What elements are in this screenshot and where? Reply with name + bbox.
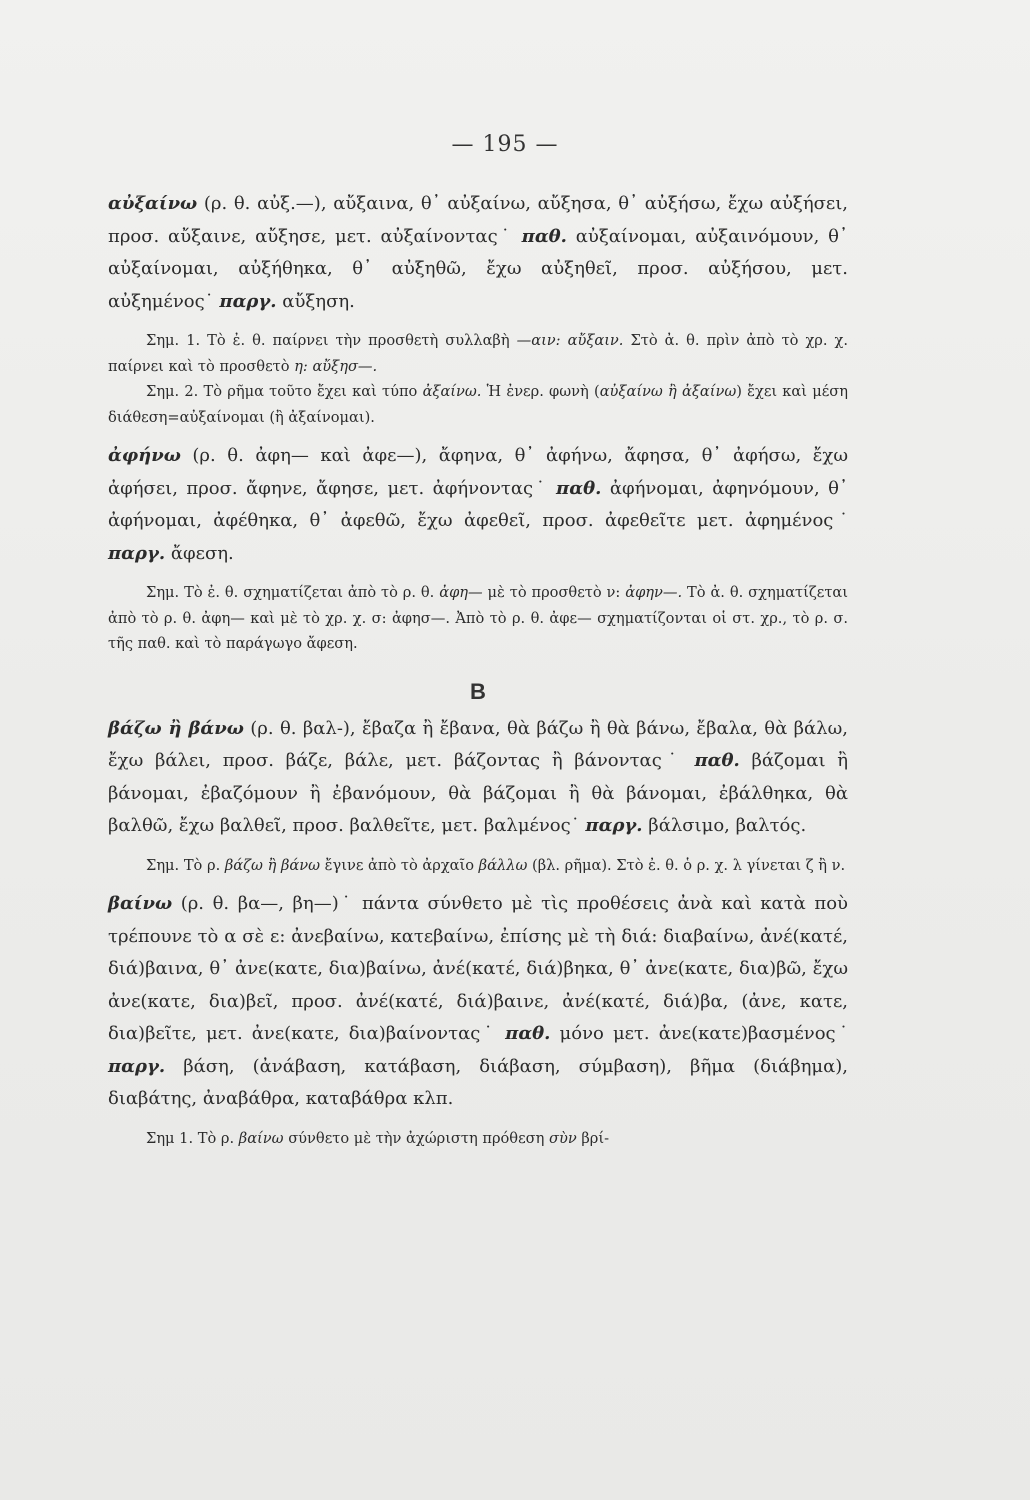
entry-text: βάση, (ἀνάβαση, κατάβαση, διάβαση, σύμβαση), βῆμα (διάβημα), διαβάτης, ἀναβάθρα, καταβάθρα κλπ.	[108, 1055, 848, 1109]
note-italic: βάζω ἢ βάνω	[224, 856, 321, 874]
entry-vaino	[108, 888, 848, 1116]
notes	[108, 580, 848, 657]
note	[108, 379, 848, 430]
note-text: Τὸ ἀ. θ. σχηματίζεται ἀπὸ τὸ ρ. θ. ἀφη— καὶ μὲ τὸ χρ. χ. σ: ἀφησ—. Ἀπὸ τὸ ρ. θ. ἀφε— σχηματίζονται οἱ στ. χρ., τὸ ρ. σ. τῆς παθ. καὶ τὸ παράγωγο ἄφεση.	[108, 584, 848, 652]
notes	[108, 328, 848, 430]
note-text: (βλ. ρῆμα). Στὸ ἐ. θ. ὁ ρ. χ. λ γίνεται ζ ἢ ν.	[527, 856, 846, 874]
note-italic: ἀφην—.	[625, 584, 683, 601]
page-number: — 195 —	[451, 132, 559, 157]
entry-vazo	[108, 713, 848, 843]
derivative-label: παργ.	[108, 542, 166, 564]
headword: ἀφήνω	[108, 445, 181, 466]
note-text: σύνθετο μὲ τὴν ἀχώριστη πρόθεση	[283, 1129, 550, 1147]
note	[108, 328, 848, 379]
entry-afxaino	[108, 188, 848, 318]
note-text: Σημ. 1. Τὸ ἐ. θ. παίρνει τὴν προσθετὴ συλλαβὴ	[146, 332, 517, 349]
note-text: βρί-	[576, 1129, 610, 1147]
note-text: Σημ. 2. Τὸ ρῆμα τοῦτο ἔχει καὶ τύπο	[146, 383, 423, 400]
passive-label: παθ.	[694, 750, 740, 771]
note	[108, 580, 848, 657]
passive-label: παθ.	[556, 477, 602, 499]
entry-text: αὐξαίνομαι, αὐξαινόμουν, θ᾽ αὐξαίνομαι, αὐξήθηκα, θ᾽ αὐξηθῶ, ἔχω αὐξηθεῖ, προσ. αὐξήσου, μετ. αὐξημένος˙	[108, 225, 848, 312]
note-italic: αὐξαίνω ἢ ἀξαίνω	[599, 383, 737, 400]
note-italic: —αιν: αὔξαιν.	[516, 332, 624, 349]
note-italic: βαίνω	[238, 1129, 284, 1147]
entry-text: (ρ. θ. βα—, βη—)˙ πάντα σύνθετο μὲ τὶς προθέσεις ἀνὰ καὶ κατὰ ποὺ τρέπουνε τὸ α σὲ ε: ἀνεβαίνω, κατεβαίνω, ἐπίσης μὲ τὴ διά: διαβαίνω, ἀνέ(κατέ, διά)βαινα, θ᾽ ἀνε(κατε, δια)βαίνω, ἀνέ(κατέ, διά)βηκα, θ᾽ ἀνε(κατε, δια)βῶ, ἔχω ἀνε(κατε, δια)βεῖ, προσ. ἀνέ(κατέ, διά)βαινε, ἀνέ(κατέ, διά)βα, (ἀνε, κατε, δια)βεῖτε, μετ. ἀνε(κατε, δια)βαίνοντας˙	[108, 893, 848, 1044]
page-content	[108, 188, 848, 1161]
entry-text: (ρ. θ. βαλ-), ἔβαζα ἢ ἔβανα, θὰ βάζω ἢ θὰ βάνω, ἔβαλα, θὰ βάλω, ἔχω βάλει, προσ. βάζε, βάλε, μετ. βάζοντας ἢ βάνοντας˙	[108, 717, 848, 771]
headword: βαίνω	[108, 893, 173, 914]
entry-text: (ρ. θ. ἀφη— καὶ ἀφε—), ἄφηνα, θ᾽ ἀφήνω, ἄφησα, θ᾽ ἀφήσω, ἔχω ἀφήσει, προσ. ἄφηνε, ἄφησε, μετ. ἀφήνοντας˙	[108, 445, 848, 499]
letter-heading: Β	[470, 678, 486, 704]
headword: αὐξαίνω	[108, 193, 198, 214]
derivative-label: παργ.	[585, 815, 643, 836]
entry-text: βάλσιμο, βαλτός.	[642, 815, 807, 836]
note-text: ) ἔχει καὶ μέση διάθεση=αὐξαίνομαι (ἢ ἀξαίνομαι).	[108, 383, 848, 426]
note	[108, 853, 848, 879]
note-text: Ἡ ἐνερ. φωνὴ (	[481, 383, 600, 400]
headword: βάζω ἢ βάνω	[108, 717, 244, 739]
note-italic: βάλλω	[478, 856, 528, 874]
entry-text: μόνο μετ. ἀνε(κατε)βασμένος˙	[550, 1023, 848, 1044]
entry-text: (ρ. θ. αὐξ.—), αὔξαινα, θ᾽ αὐξαίνω, αὔξησα, θ᾽ αὐξήσω, ἔχω αὐξήσει, προσ. αὔξαινε, αὔξησε, μετ. αὐξαίνοντας˙	[108, 193, 848, 247]
entry-text: ἄφεση.	[165, 542, 234, 564]
derivative-label: παργ.	[219, 290, 277, 312]
note-text: Σημ 1. Τὸ ρ.	[146, 1129, 239, 1147]
note-text: ἔγινε ἀπὸ τὸ ἀρχαῖο	[320, 856, 479, 874]
passive-label: παθ.	[505, 1023, 551, 1044]
note-italic: ἀξαίνω.	[422, 383, 482, 400]
note-text: Σημ. Τὸ ρ.	[146, 856, 225, 874]
passive-label: παθ.	[521, 225, 567, 247]
entry-text: αὔξηση.	[276, 290, 355, 312]
notes	[108, 1126, 848, 1152]
note	[108, 1126, 848, 1152]
note-italic: ἀφη—	[439, 584, 483, 601]
notes	[108, 853, 848, 879]
derivative-label: παργ.	[108, 1055, 166, 1077]
entry-text: ἀφήνομαι, ἀφηνόμουν, θ᾽ ἀφήνομαι, ἀφέθηκα, θ᾽ ἀφεθῶ, ἔχω ἀφεθεῖ, προσ. ἀφεθεῖτε μετ. ἀφημένος˙	[108, 477, 849, 531]
note-italic: σὺν	[549, 1129, 577, 1147]
note-text: Σημ. Τὸ ἐ. θ. σχηματίζεται ἀπὸ τὸ ρ. θ.	[146, 584, 440, 601]
entry-text: βάζομαι ἢ βάνομαι, ἐβαζόμουν ἢ ἐβανόμουν, θὰ βάζομαι ἢ θὰ βάνομαι, ἐβάλθηκα, θὰ βαλθῶ, ἔχω βαλθεῖ, προσ. βαλθεῖτε, μετ. βαλμένος˙	[108, 750, 848, 836]
note-italic: η: αὔξησ—.	[294, 357, 378, 375]
note-text: μὲ τὸ προσθετὸ ν:	[482, 584, 626, 601]
note-text: Στὸ ἀ. θ. πρὶν ἀπὸ τὸ χρ. χ. παίρνει καὶ τὸ προσθετὸ	[108, 332, 848, 375]
entry-afino	[108, 440, 848, 570]
